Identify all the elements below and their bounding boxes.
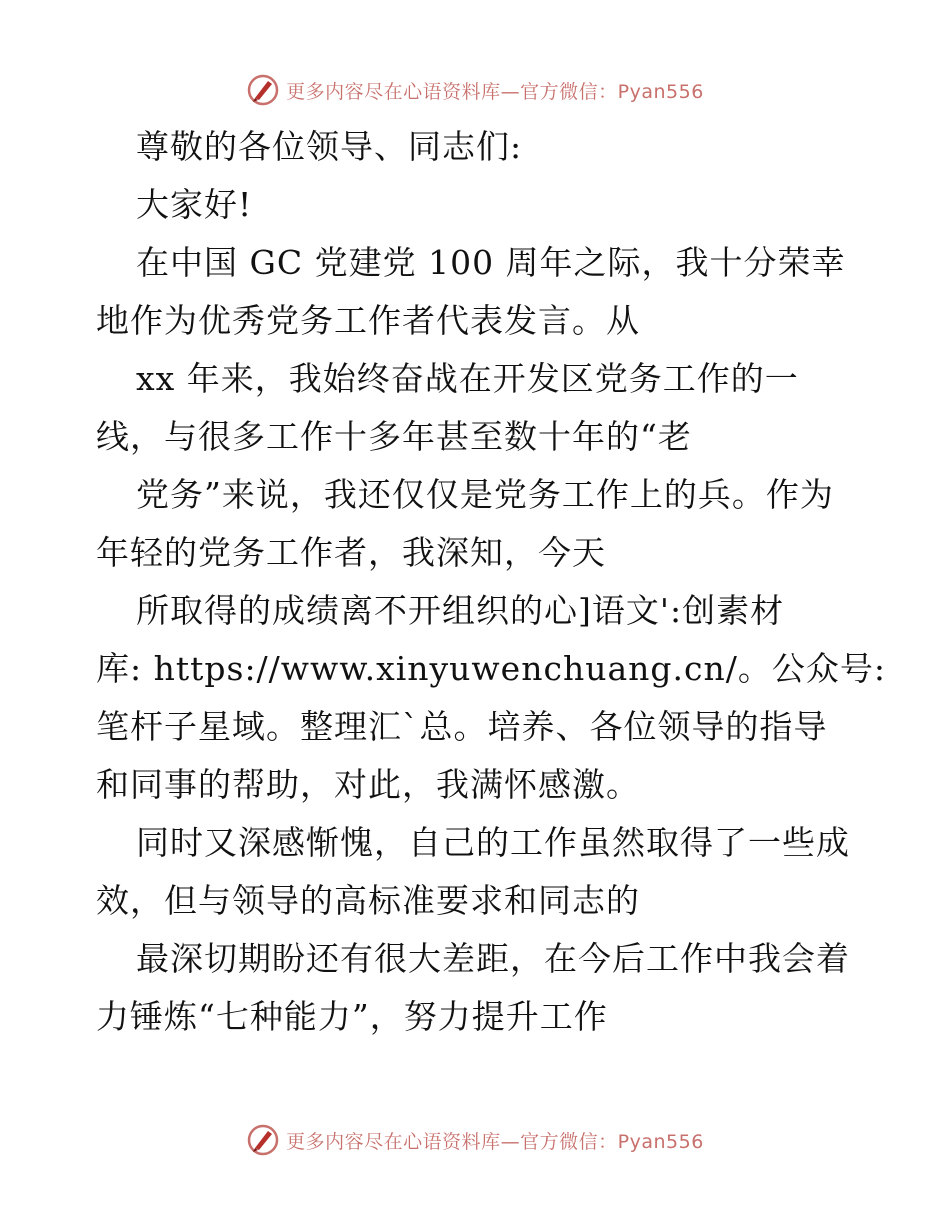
paragraph-line: 地作为优秀党务工作者代表发言。从 — [96, 301, 640, 340]
paragraph-line: 最深切期盼还有很大差距，在今后工作中我会着 — [136, 939, 850, 978]
paragraph-line: 在中国 GC 党建党 100 周年之际，我十分荣幸 — [136, 243, 846, 282]
paragraph-line: 效，但与领导的高标准要求和同志的 — [96, 881, 640, 920]
quill-pen-icon — [246, 73, 280, 107]
header-banner — [0, 70, 950, 110]
header-banner-text: 更多内容尽在心语资料库—官方微信：Pyan556 — [286, 80, 704, 103]
paragraph-line: 笔杆子星域。整理汇`总。培养、各位领导的指导 — [96, 707, 828, 746]
quill-pen-icon — [246, 1123, 280, 1157]
paragraph-line: 线，与很多工作十多年甚至数十年的“老 — [96, 417, 692, 456]
paragraph-line: 年轻的党务工作者，我深知，今天 — [96, 533, 606, 572]
paragraph-line: 同时又深感惭愧，自己的工作虽然取得了一些成 — [136, 823, 850, 862]
paragraph-line: 和同事的帮助，对此，我满怀感激。 — [96, 765, 640, 804]
paragraph-line: xx 年来，我始终奋战在开发区党务工作的一 — [136, 359, 799, 398]
document-body — [96, 118, 886, 1046]
paragraph-line: 所取得的成绩离不开组织的心]语文':创素材 — [136, 591, 785, 630]
footer-banner — [0, 1120, 950, 1160]
paragraph-line: 尊敬的各位领导、同志们: — [136, 127, 523, 166]
paragraph-line: 党务”来说，我还仅仅是党务工作上的兵。作为 — [136, 475, 834, 514]
paragraph-line: 库: https://www.xinyuwenchuang.cn/。公众号: — [96, 649, 886, 688]
footer-banner-text: 更多内容尽在心语资料库—官方微信：Pyan556 — [286, 1130, 704, 1153]
paragraph-line: 力锤炼“七种能力”，努力提升工作 — [96, 997, 608, 1036]
paragraph-line: 大家好! — [136, 185, 253, 224]
